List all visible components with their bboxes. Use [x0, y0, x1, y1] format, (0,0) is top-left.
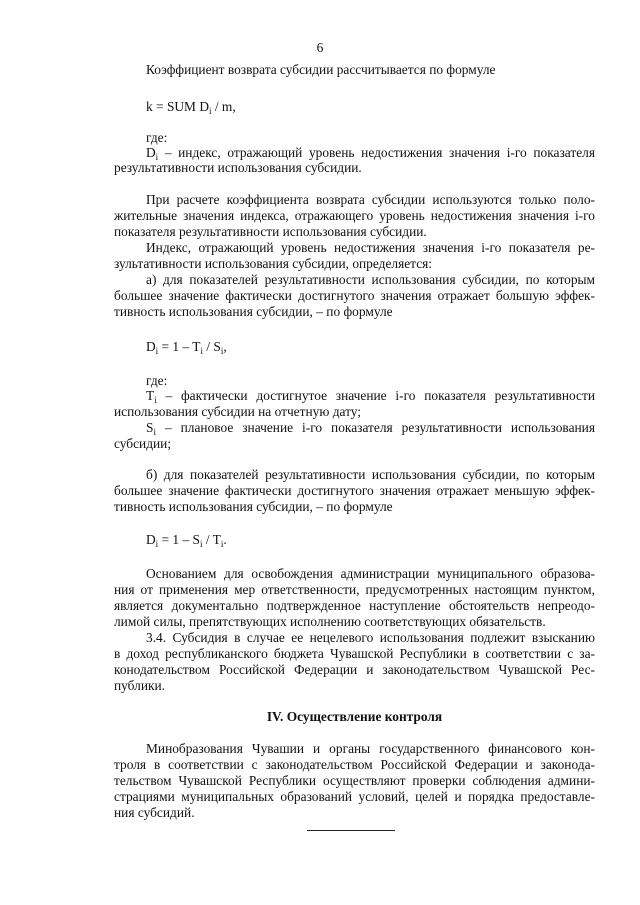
text-line: конодательством Российской Федерации и законодательством Чувашской Рес- — [114, 662, 595, 677]
definition-si: $S_i$ – плановое значение i-го показателя результативности использования — [146, 420, 595, 437]
text-line: публики. — [114, 678, 166, 693]
text-line: где: — [146, 373, 168, 388]
text-line: большее значение фактически достигнутого значения отражает большую эффек- — [114, 288, 595, 303]
text-line: большее значение фактически достигнутого значения отражает меньшую эффек- — [114, 483, 595, 498]
text-line: является документально подтвержденное наступление обстоятельств непреодо- — [114, 598, 595, 613]
text-line: жительные значения индекса, отражающего уровень недостижения значения i-го — [114, 208, 595, 223]
text-line: тивность использования субсидии, – по формуле — [114, 499, 393, 514]
text-line: результативности использования субсидии. — [114, 160, 362, 175]
text-line: б) для показателей результативности использования субсидии, по которым — [146, 467, 595, 482]
text-line: 3.4. Субсидия в случае ее нецелевого использования подлежит взысканию — [146, 630, 595, 645]
text-line: зультативности использования субсидии, определяется: — [114, 256, 433, 271]
text-line: использования субсидии на отчетную дату; — [114, 404, 362, 419]
text-line: Основанием для освобождения администрации муниципального образова- — [146, 566, 595, 581]
text-line: Индекс, отражающий уровень недостижения значения i-го показателя ре- — [146, 240, 595, 255]
text-line: а) для показателей результативности использования субсидии, по которым — [146, 272, 595, 287]
page-number: 6 — [316, 40, 324, 55]
closing-rule — [307, 830, 395, 831]
text-line: Коэффициент возврата субсидии рассчитывается по формуле — [146, 62, 496, 77]
text-line: Минобразования Чувашии и органы государственного финансового кон- — [146, 741, 595, 756]
formula-di-a: $D_i = 1 - T_i / S_i$, — [146, 339, 227, 356]
text-line: троля в соответствии с законодательством Российской Федерации и законода- — [114, 757, 595, 772]
text-line: ния от применения мер ответственности, предусмотренных настоящим пунктом, — [114, 582, 595, 597]
text-line: тивность использования субсидии, – по формуле — [114, 304, 393, 319]
text-line: страциями муниципальных образований условий, целей и порядка предоставле- — [114, 789, 595, 804]
text-line: показателя результативности использования субсидии. — [114, 224, 427, 239]
text-line: При расчете коэффициента возврата субсидии используются только поло- — [146, 192, 595, 207]
definition-ti: $T_i$ – фактически достигнутое значение i-го показателя результативности — [146, 388, 595, 405]
formula-k: k = SUM $D_i$ / m, — [146, 99, 236, 116]
definition-di: $D_i$ – индекс, отражающий уровень недостижения значения i-го показателя — [146, 145, 595, 162]
text-line: где: — [146, 130, 168, 145]
text-line: тельством Чувашской Республики осуществляют проверки соблюдения админи- — [114, 773, 595, 788]
text-line: в доход республиканского бюджета Чувашской Республики в соответствии с за- — [114, 646, 595, 661]
text-line: ния субсидий. — [114, 805, 195, 820]
formula-di-b: $D_i = 1 - S_i / T_i$. — [146, 532, 227, 549]
section-heading: IV. Осуществление контроля — [266, 709, 443, 724]
text-line: субсидии; — [114, 436, 172, 451]
text-line: лимой силы, препятствующих исполнению соответствующих обязательств. — [114, 614, 546, 629]
